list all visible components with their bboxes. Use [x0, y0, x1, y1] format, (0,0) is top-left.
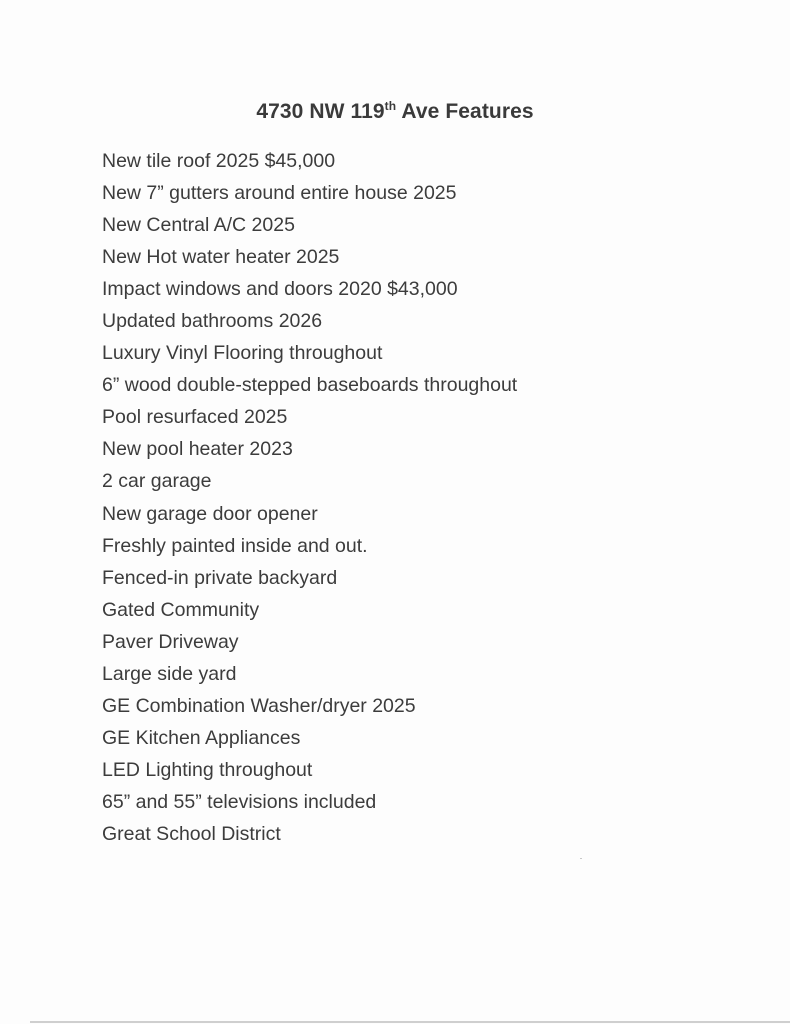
title-address: 4730 NW 119 — [256, 100, 385, 123]
feature-item: Impact windows and doors 2020 $43,000 — [102, 278, 458, 301]
feature-item: Large side yard — [102, 662, 237, 685]
feature-list — [102, 145, 517, 850]
feature-item: New Central A/C 2025 — [102, 214, 295, 237]
scan-speck — [580, 858, 582, 859]
feature-item: GE Kitchen Appliances — [102, 726, 301, 749]
feature-item: New Hot water heater 2025 — [102, 246, 340, 269]
feature-item: Paver Driveway — [102, 630, 239, 653]
feature-item: Great School District — [102, 822, 281, 845]
feature-item: New garage door opener — [102, 502, 318, 525]
feature-item: Gated Community — [102, 598, 260, 621]
feature-item: Freshly painted inside and out. — [102, 534, 368, 557]
feature-item: New tile roof 2025 $45,000 — [102, 150, 336, 172]
feature-item: New pool heater 2023 — [102, 438, 293, 461]
feature-item: LED Lighting throughout — [102, 758, 313, 781]
feature-item: Fenced-in private backyard — [102, 566, 338, 589]
title-rest: Ave Features — [396, 100, 534, 123]
page-title — [0, 100, 790, 124]
feature-item: Updated bathrooms 2026 — [102, 310, 323, 333]
scan-bottom-edge — [30, 1021, 790, 1023]
feature-item: 65” and 55” televisions included — [102, 790, 377, 813]
title-ordinal-suffix: th — [384, 99, 397, 113]
feature-item: 6” wood double-stepped baseboards throughout — [102, 374, 518, 397]
feature-item: GE Combination Washer/dryer 2025 — [102, 694, 416, 717]
feature-item: New 7” gutters around entire house 2025 — [102, 182, 457, 205]
feature-item: 2 car garage — [102, 470, 212, 493]
feature-item: Luxury Vinyl Flooring throughout — [102, 342, 383, 365]
feature-item: Pool resurfaced 2025 — [102, 406, 288, 429]
